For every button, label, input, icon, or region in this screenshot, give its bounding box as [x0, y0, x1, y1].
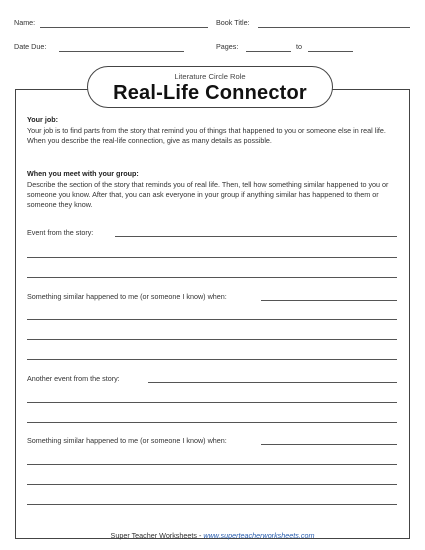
worksheet-box [15, 89, 410, 539]
pages-start-field[interactable] [246, 51, 291, 52]
date-due-field[interactable] [59, 51, 184, 52]
answer-line[interactable] [261, 300, 397, 301]
answer-line[interactable] [27, 402, 397, 403]
group-text: Describe the section of the story that reminds you of real life. Then, tell how something similar happened to you or someone you know. After that, you can ask everyone in your group if anything similar has happened to them or someone they know. [27, 180, 389, 210]
footer [0, 531, 425, 540]
answer-line[interactable] [27, 359, 397, 360]
pages-to-label: to [296, 42, 302, 51]
pages-end-field[interactable] [308, 51, 353, 52]
title-banner [87, 66, 333, 108]
your-job-text: Your job is to find parts from the story that remind you of things that happened to you or someone else in real life. When you describe the real-life connection, give as many details as possible. [27, 126, 386, 146]
date-due-label: Date Due: [14, 42, 47, 51]
answer-line[interactable] [27, 504, 397, 505]
book-title-field[interactable] [258, 27, 410, 28]
footer-brand: Super Teacher Worksheets [110, 531, 197, 540]
answer-line[interactable] [148, 382, 397, 383]
answer-line[interactable] [261, 444, 397, 445]
name-field[interactable] [40, 27, 208, 28]
prompt-similar: Something similar happened to me (or someone I know) when: [27, 292, 227, 301]
prompt-similar-2: Something similar happened to me (or someone I know) when: [27, 436, 227, 445]
answer-line[interactable] [27, 319, 397, 320]
page-title: Real-Life Connector [113, 82, 307, 104]
answer-line[interactable] [27, 422, 397, 423]
your-job-heading: Your job: [27, 115, 59, 124]
answer-line[interactable] [27, 464, 397, 465]
pages-label: Pages: [216, 42, 239, 51]
prompt-event: Event from the story: [27, 228, 94, 237]
group-heading: When you meet with your group: [27, 169, 139, 178]
answer-line[interactable] [27, 339, 397, 340]
answer-line[interactable] [27, 257, 397, 258]
answer-line[interactable] [27, 484, 397, 485]
answer-line[interactable] [115, 236, 397, 237]
name-label: Name: [14, 18, 36, 27]
footer-separator: - [196, 531, 204, 540]
role-label: Literature Circle Role [174, 72, 246, 81]
answer-line[interactable] [27, 277, 397, 278]
footer-url-link[interactable]: www.superteacherworksheets.com [203, 531, 315, 540]
book-title-label: Book Title: [216, 18, 250, 27]
prompt-another-event: Another event from the story: [27, 374, 120, 383]
